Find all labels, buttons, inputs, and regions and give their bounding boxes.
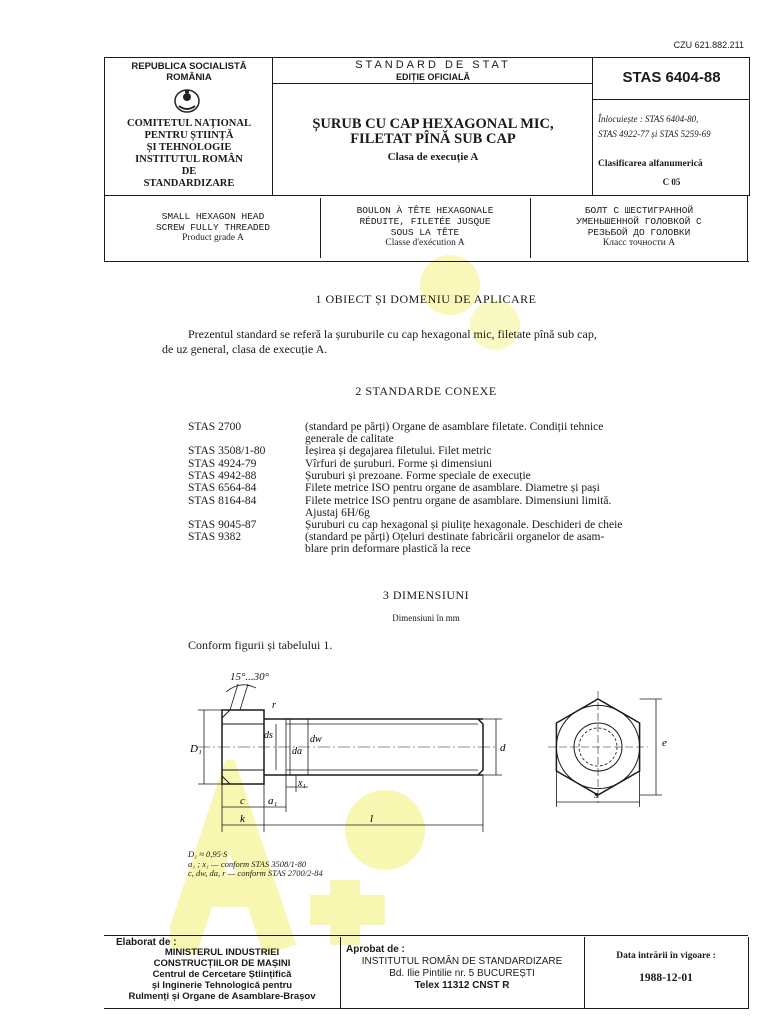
D1-label: D₁ bbox=[190, 743, 202, 755]
k-label: k bbox=[240, 813, 245, 825]
section-1-heading: 1 OBIECT ȘI DOMENIU DE APLICARE bbox=[315, 292, 537, 306]
ref-text: (standard pe părți) Oțeluri destinate fabricării organelor de asam- blare prin deformare plastică la rece bbox=[305, 531, 605, 555]
title-russian: БОЛТ С ШЕСТИГРАННОЙ УМЕНЬШЕННОЙ ГОЛОВКОЙ С РЕЗЬБОЙ ДО ГОЛОВКИ Класс точности А bbox=[576, 205, 702, 248]
ref-code: STAS 9382 bbox=[188, 531, 242, 543]
ref-text: (standard pe părți) Organe de asamblare filetate. Condiții tehnice generale de calitate bbox=[305, 421, 604, 445]
czu-code: CZU 621.882.211 bbox=[673, 40, 744, 50]
effective-date-value: 1988-12-01 bbox=[639, 972, 693, 984]
title-english: SMALL HEXAGON HEAD SCREW FULLY THREADED Product grade A bbox=[155, 211, 271, 243]
e-label: e bbox=[662, 737, 667, 749]
replaces-note: Înlocuiește : STAS 6404-80, STAS 4922-77 și STAS 5259-69 bbox=[598, 114, 711, 139]
section-1-paragraph-cont: de uz general, clasa de execuție A. bbox=[162, 342, 328, 356]
ref-code: STAS 2700 bbox=[188, 421, 242, 433]
title-french: BOULON À TÊTE HEXAGONALE RÉDUITE, FILETÉE JUSQUE SOUS LA TÊTE Classe d'exécution A bbox=[356, 205, 494, 248]
units-note: Dimensiuni în mm bbox=[392, 613, 460, 623]
committee-name: COMITETUL NAȚIONAL PENTRU ȘTIINȚĂ ȘI TEHNOLOGIE INSTITUTUL ROMÂN DE STANDARDIZARE bbox=[127, 118, 251, 189]
ref-code: STAS 6564-84 bbox=[188, 482, 257, 494]
ref-text: Ieșirea și degajarea filetului. Filet metric bbox=[305, 445, 492, 457]
elaborat-label: Elaborat de : bbox=[116, 937, 177, 948]
section-1-paragraph: Prezentul standard se referă la șuruburile cu cap hexagonal mic, filetate pînă sub cap, bbox=[188, 327, 597, 341]
editie-oficiala: EDIȚIE OFICIALĂ bbox=[396, 72, 470, 82]
c-label: c bbox=[240, 795, 245, 807]
section-2-heading: 2 STANDARDE CONEXE bbox=[355, 384, 497, 398]
effective-date-label: Data intrării în vigoare : bbox=[616, 951, 716, 961]
section-3-heading: 3 DIMENSIUNI bbox=[382, 588, 470, 602]
ref-text: Șuruburi și prezoane. Forme speciale de execuție bbox=[305, 470, 531, 482]
ref-code: STAS 9045-87 bbox=[188, 519, 257, 531]
coat-of-arms-icon bbox=[173, 88, 201, 114]
ref-code: STAS 3508/1-80 bbox=[188, 445, 266, 457]
bolt-drawing bbox=[178, 662, 678, 842]
aprobat-label: Aprobat de : bbox=[346, 944, 405, 955]
ref-text: Șuruburi cu cap hexagonal și piulițe hexagonale. Deschideri de cheie bbox=[305, 519, 623, 531]
ref-code: STAS 4942-88 bbox=[188, 470, 257, 482]
elaborat-org: MINISTERUL INDUSTRIEI CONSTRUCȚIILOR DE MAȘINI Centrul de Cercetare Științifică și Inginerie Tehnologică pentru Rulmenți și Organe de Asamblare-Brașov bbox=[128, 947, 316, 1002]
conform-note: Conform figurii și tabelului 1. bbox=[188, 638, 333, 652]
stas-number: STAS 6404-88 bbox=[622, 69, 721, 86]
r-label: r bbox=[272, 700, 276, 711]
execution-class: Clasa de execuție A bbox=[387, 151, 479, 163]
a1-label: a₁ bbox=[268, 795, 278, 807]
ref-text: Filete metrice ISO pentru organe de asamblare. Diametre și pași bbox=[305, 482, 600, 494]
classification-value: C 05 bbox=[662, 177, 681, 187]
s-label: s bbox=[594, 789, 599, 801]
x1-label: x₁ bbox=[298, 778, 306, 789]
country-name: REPUBLICA SOCIALISTĂ ROMÂNIA bbox=[131, 61, 247, 83]
ref-code: STAS 4924-79 bbox=[188, 458, 257, 470]
angle-label: 15°...30° bbox=[230, 671, 270, 683]
ref-code: STAS 8164-84 bbox=[188, 495, 257, 507]
da-label: da bbox=[292, 746, 302, 757]
ref-text: Filete metrice ISO pentru organe de asamblare. Dimensiuni limită. Ajustaj 6H/6g bbox=[305, 495, 612, 519]
ds-label: ds bbox=[264, 730, 273, 741]
document-title: ȘURUB CU CAP HEXAGONAL MIC, FILETAT PÎNĂ SUB CAP bbox=[312, 116, 554, 147]
aprobat-org: INSTITUTUL ROMÂN DE STANDARDIZARE Bd. Ilie Pintilie nr. 5 BUCUREȘTI Telex 11312 CNST R bbox=[361, 956, 563, 991]
drawing-notes: D₁ ≈ 0,95·S a₁ ; x₁ — conform STAS 3508/1-80 c, dw, da, r — conform STAS 2700/2-84 bbox=[188, 849, 323, 878]
classification-label: Clasificarea alfanumerică bbox=[598, 159, 703, 169]
d-label: d bbox=[500, 742, 506, 754]
standard-de-stat: STANDARD DE STAT bbox=[355, 59, 511, 71]
dw-label: dw bbox=[310, 734, 322, 745]
l-label: l bbox=[370, 813, 374, 825]
ref-text: Vîrfuri de șuruburi. Forme și dimensiuni bbox=[305, 458, 493, 470]
